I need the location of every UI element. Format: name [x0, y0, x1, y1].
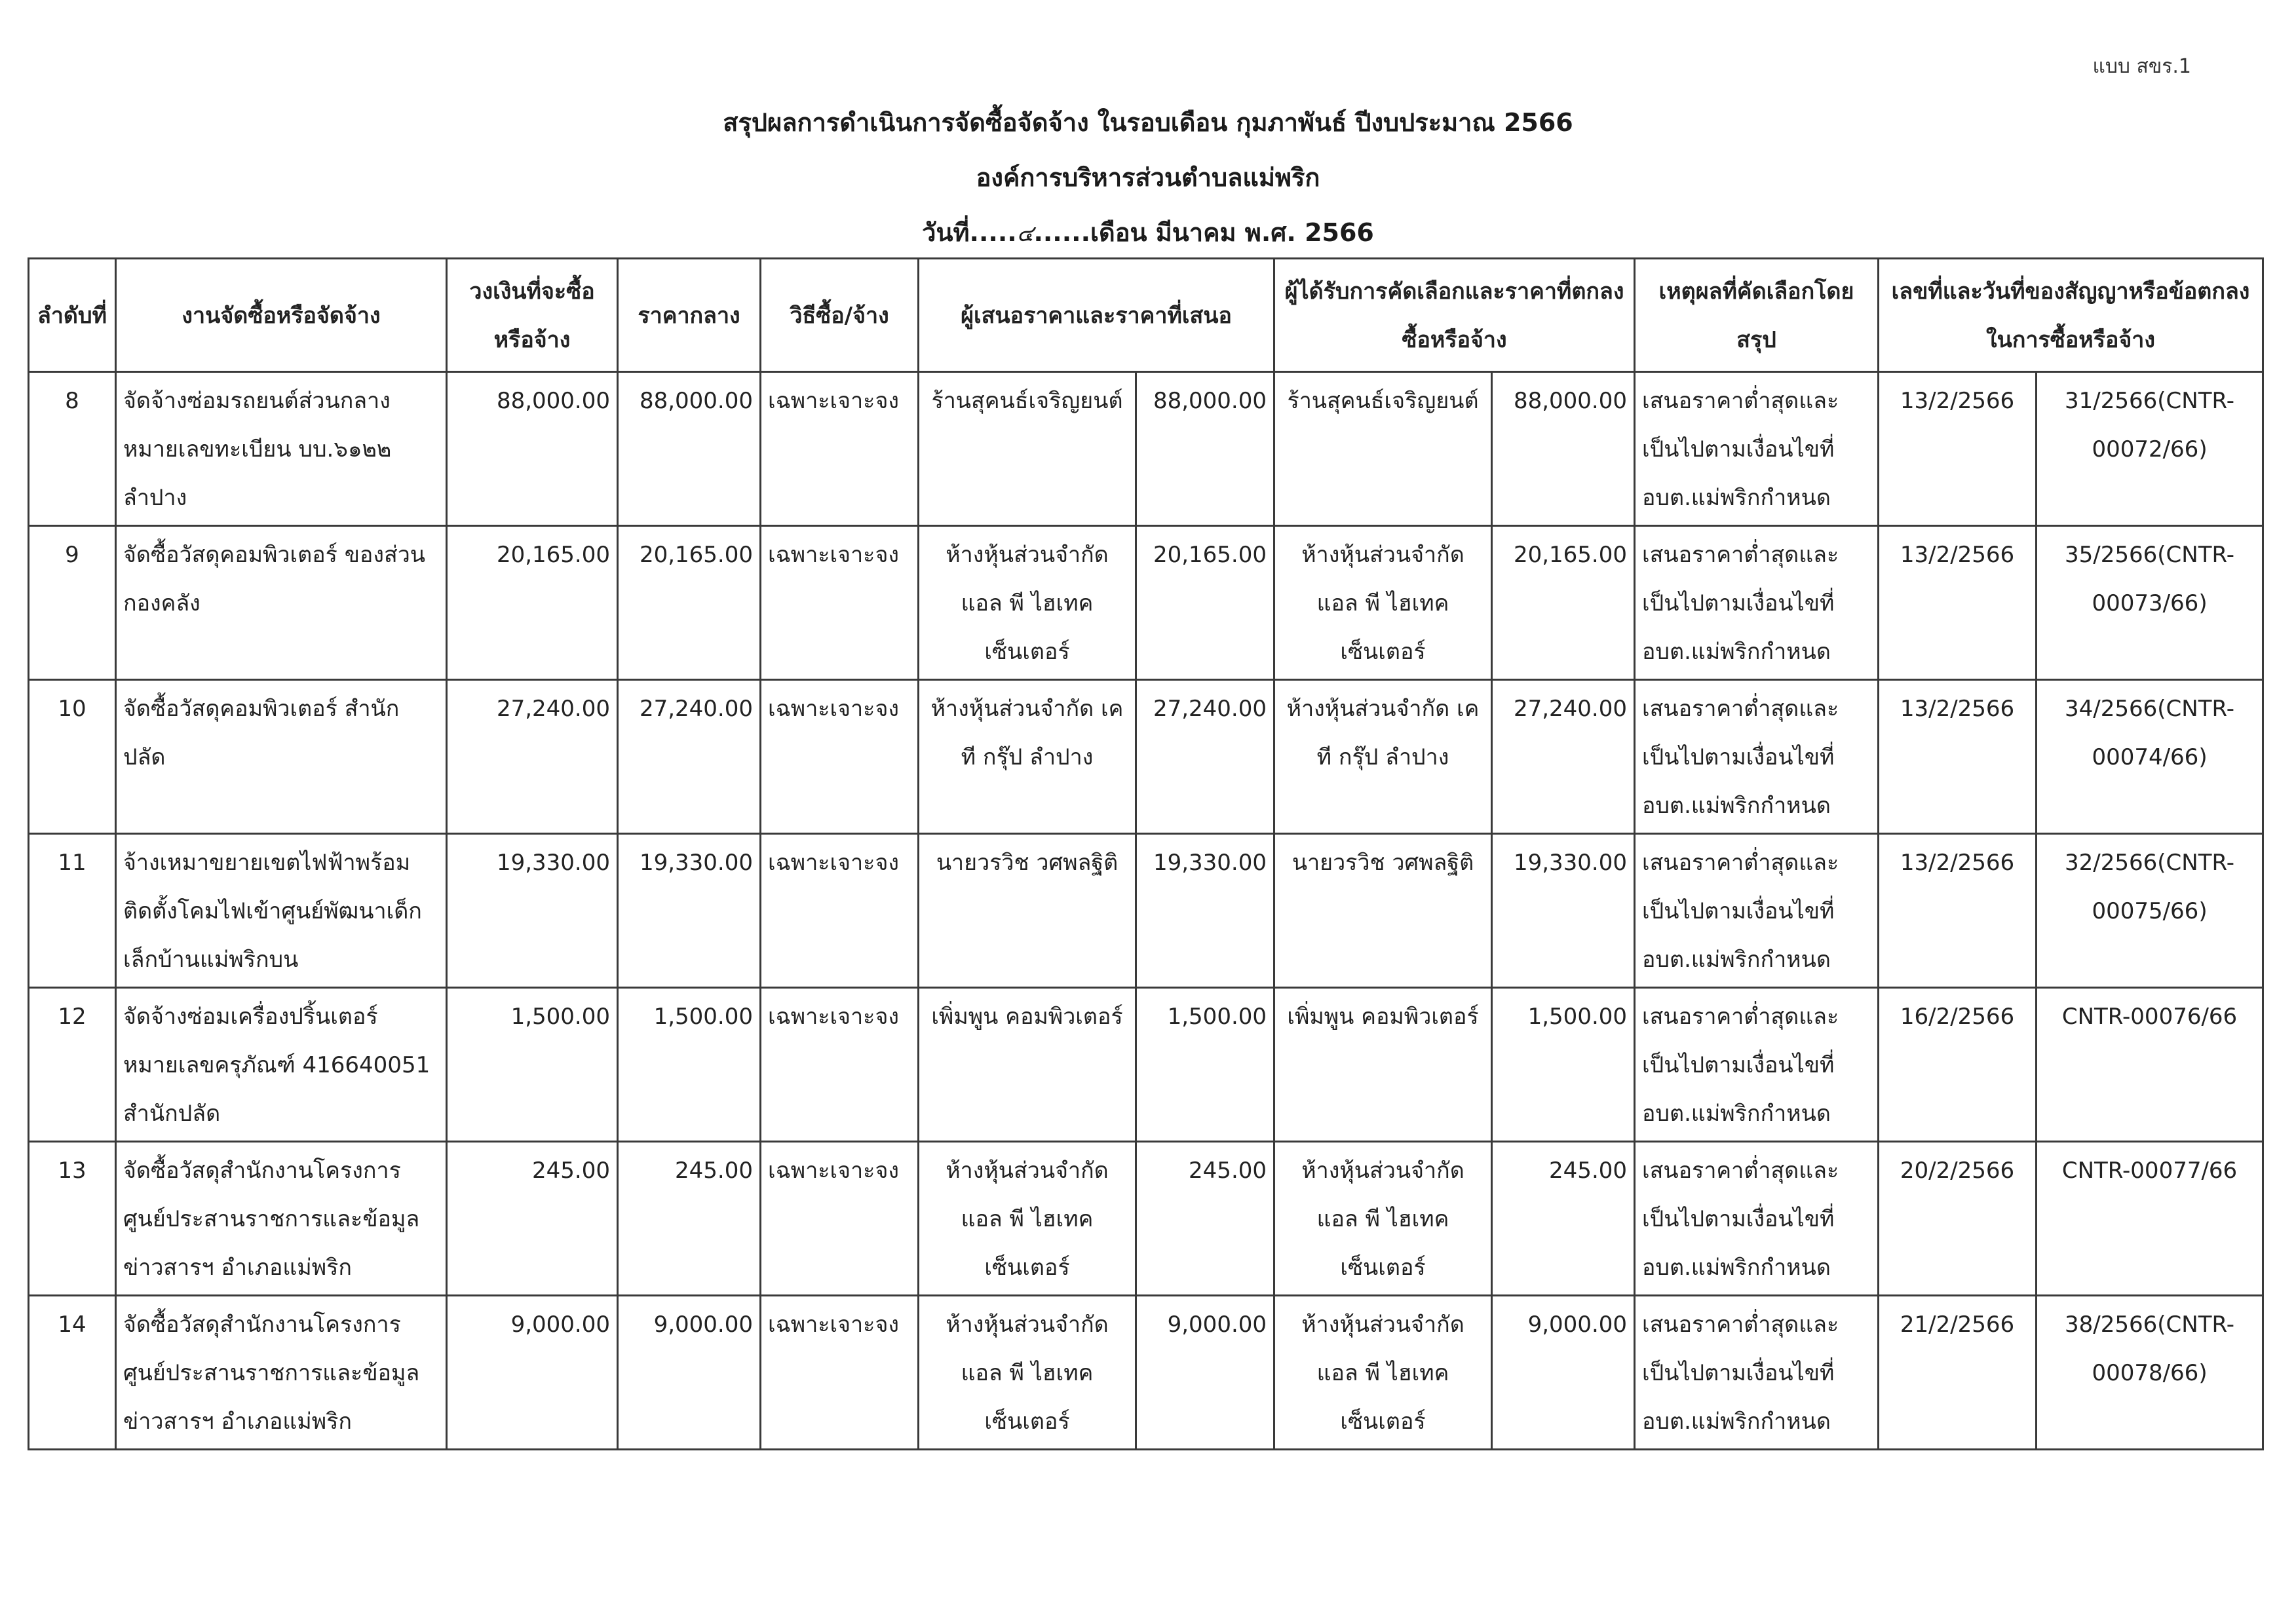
col-header-work: งานจัดซื้อหรือจัดจ้าง: [116, 259, 447, 372]
cell-reason: เสนอราคาต่ำสุดและเป็นไปตามเงื่อนไขที่ อบต.แม่พริกกำหนด: [1635, 834, 1879, 988]
cell-contract-no: 38/2566(CNTR-00078/66): [2037, 1296, 2263, 1450]
organization-name: องค์การบริหารส่วนตำบลแม่พริก: [976, 163, 1320, 192]
table-row: [29, 988, 2263, 1142]
cell-bidder: เพิ่มพูน คอมพิวเตอร์: [919, 988, 1136, 1142]
table-row: [29, 1142, 2263, 1296]
cell-reason: เสนอราคาต่ำสุดและเป็นไปตามเงื่อนไขที่ อบต.แม่พริกกำหนด: [1635, 1142, 1879, 1296]
table-row: [29, 526, 2263, 680]
cell-budget: 27,240.00: [447, 680, 618, 834]
cell-bidder: ห้างหุ้นส่วนจำกัด แอล พี ไฮเทค เซ็นเตอร์: [919, 1142, 1136, 1296]
cell-winner: นายวรวิช วศพลฐิติ: [1274, 834, 1492, 988]
cell-budget: 245.00: [447, 1142, 618, 1296]
cell-work: จัดจ้างซ่อมรถยนต์ส่วนกลาง หมายเลขทะเบียน บบ.๖๑๒๒ ลำปาง: [116, 372, 447, 526]
col-header-seq: ลำดับที่: [29, 259, 116, 372]
cell-bid-price: 88,000.00: [1136, 372, 1274, 526]
cell-bidder: ห้างหุ้นส่วนจำกัด เค ที กรุ๊ป ลำปาง: [919, 680, 1136, 834]
cell-method: เฉพาะเจาะจง: [761, 988, 919, 1142]
cell-win-price: 9,000.00: [1492, 1296, 1635, 1450]
cell-reason: เสนอราคาต่ำสุดและเป็นไปตามเงื่อนไขที่ อบต.แม่พริกกำหนด: [1635, 1296, 1879, 1450]
cell-contract-no: 35/2566(CNTR-00073/66): [2037, 526, 2263, 680]
cell-bidder: ห้างหุ้นส่วนจำกัด แอล พี ไฮเทค เซ็นเตอร์: [919, 526, 1136, 680]
table-header-row: [29, 259, 2263, 372]
cell-contract-no: CNTR-00077/66: [2037, 1142, 2263, 1296]
cell-contract-date: 20/2/2566: [1879, 1142, 2037, 1296]
cell-seq: 13: [29, 1142, 116, 1296]
cell-median-price: 245.00: [618, 1142, 761, 1296]
cell-bidder: นายวรวิช วศพลฐิติ: [919, 834, 1136, 988]
document-title: สรุปผลการดำเนินการจัดซื้อจัดจ้าง ในรอบเดือน กุมภาพันธ์ ปีงบประมาณ 2566: [723, 108, 1573, 137]
col-header-bidders: ผู้เสนอราคาและราคาที่เสนอ: [919, 259, 1274, 372]
cell-bid-price: 9,000.00: [1136, 1296, 1274, 1450]
cell-budget: 20,165.00: [447, 526, 618, 680]
date-day: ๔: [1016, 221, 1034, 247]
col-header-budget: วงเงินที่จะซื้อหรือจ้าง: [447, 259, 618, 372]
table-body: [29, 372, 2263, 1450]
cell-median-price: 88,000.00: [618, 372, 761, 526]
cell-contract-no: CNTR-00076/66: [2037, 988, 2263, 1142]
cell-work: จัดจ้างซ่อมเครื่องปริ้นเตอร์ หมายเลขครุภัณฑ์ 416640051 สำนักปลัด: [116, 988, 447, 1142]
col-header-contract: เลขที่และวันที่ของสัญญาหรือข้อตกลงในการซื้อหรือจ้าง: [1879, 259, 2263, 372]
cell-contract-date: 21/2/2566: [1879, 1296, 2037, 1450]
cell-contract-date: 16/2/2566: [1879, 988, 2037, 1142]
cell-seq: 11: [29, 834, 116, 988]
cell-work: จัดซื้อวัสดุสำนักงานโครงการศูนย์ประสานราชการและข้อมูลข่าวสารฯ อำเภอแม่พริก: [116, 1142, 447, 1296]
cell-winner: เพิ่มพูน คอมพิวเตอร์: [1274, 988, 1492, 1142]
cell-seq: 8: [29, 372, 116, 526]
cell-reason: เสนอราคาต่ำสุดและเป็นไปตามเงื่อนไขที่ อบต.แม่พริกกำหนด: [1635, 526, 1879, 680]
form-code: แบบ สขร.1: [2092, 55, 2191, 78]
cell-winner: ห้างหุ้นส่วนจำกัด แอล พี ไฮเทค เซ็นเตอร์: [1274, 1296, 1492, 1450]
cell-win-price: 1,500.00: [1492, 988, 1635, 1142]
cell-reason: เสนอราคาต่ำสุดและเป็นไปตามเงื่อนไขที่ อบต.แม่พริกกำหนด: [1635, 988, 1879, 1142]
cell-contract-date: 13/2/2566: [1879, 526, 2037, 680]
cell-method: เฉพาะเจาะจง: [761, 680, 919, 834]
cell-budget: 88,000.00: [447, 372, 618, 526]
date-suffix: ......เดือน มีนาคม พ.ศ. 2566: [1033, 218, 1374, 247]
cell-win-price: 20,165.00: [1492, 526, 1635, 680]
cell-method: เฉพาะเจาะจง: [761, 834, 919, 988]
cell-contract-no: 31/2566(CNTR-00072/66): [2037, 372, 2263, 526]
cell-work: จัดซื้อวัสดุคอมพิวเตอร์ ของส่วนกองคลัง: [116, 526, 447, 680]
document-header: [0, 95, 2296, 261]
cell-winner: ห้างหุ้นส่วนจำกัด แอล พี ไฮเทค เซ็นเตอร์: [1274, 526, 1492, 680]
cell-win-price: 19,330.00: [1492, 834, 1635, 988]
cell-median-price: 19,330.00: [618, 834, 761, 988]
table-row: [29, 1296, 2263, 1450]
cell-bidder: ห้างหุ้นส่วนจำกัด แอล พี ไฮเทค เซ็นเตอร์: [919, 1296, 1136, 1450]
cell-seq: 14: [29, 1296, 116, 1450]
cell-method: เฉพาะเจาะจง: [761, 526, 919, 680]
document-date: [0, 205, 2296, 261]
cell-median-price: 27,240.00: [618, 680, 761, 834]
col-header-winner: ผู้ได้รับการคัดเลือกและราคาที่ตกลงซื้อหรือจ้าง: [1274, 259, 1635, 372]
cell-seq: 9: [29, 526, 116, 680]
cell-median-price: 9,000.00: [618, 1296, 761, 1450]
col-header-reason: เหตุผลที่คัดเลือกโดยสรุป: [1635, 259, 1879, 372]
table-row: [29, 680, 2263, 834]
cell-reason: เสนอราคาต่ำสุดและเป็นไปตามเงื่อนไขที่ อบต.แม่พริกกำหนด: [1635, 680, 1879, 834]
cell-median-price: 1,500.00: [618, 988, 761, 1142]
cell-bid-price: 20,165.00: [1136, 526, 1274, 680]
cell-work: จัดซื้อวัสดุคอมพิวเตอร์ สำนักปลัด: [116, 680, 447, 834]
procurement-table: [28, 257, 2264, 1450]
cell-method: เฉพาะเจาะจง: [761, 1142, 919, 1296]
date-prefix: วันที่.....: [922, 218, 1017, 247]
cell-bid-price: 19,330.00: [1136, 834, 1274, 988]
cell-contract-date: 13/2/2566: [1879, 680, 2037, 834]
cell-win-price: 88,000.00: [1492, 372, 1635, 526]
cell-bid-price: 1,500.00: [1136, 988, 1274, 1142]
cell-budget: 1,500.00: [447, 988, 618, 1142]
cell-reason: เสนอราคาต่ำสุดและเป็นไปตามเงื่อนไขที่ อบต.แม่พริกกำหนด: [1635, 372, 1879, 526]
cell-work: จ้างเหมาขยายเขตไฟฟ้าพร้อมติดตั้งโคมไฟเข้าศูนย์พัฒนาเด็กเล็กบ้านแม่พริกบน: [116, 834, 447, 988]
cell-median-price: 20,165.00: [618, 526, 761, 680]
cell-method: เฉพาะเจาะจง: [761, 372, 919, 526]
cell-seq: 12: [29, 988, 116, 1142]
cell-contract-no: 32/2566(CNTR-00075/66): [2037, 834, 2263, 988]
table-row: [29, 834, 2263, 988]
cell-win-price: 27,240.00: [1492, 680, 1635, 834]
cell-budget: 9,000.00: [447, 1296, 618, 1450]
cell-contract-date: 13/2/2566: [1879, 372, 2037, 526]
cell-bid-price: 27,240.00: [1136, 680, 1274, 834]
cell-work: จัดซื้อวัสดุสำนักงานโครงการศูนย์ประสานราชการและข้อมูลข่าวสารฯ อำเภอแม่พริก: [116, 1296, 447, 1450]
cell-win-price: 245.00: [1492, 1142, 1635, 1296]
cell-bidder: ร้านสุคนธ์เจริญยนต์: [919, 372, 1136, 526]
cell-winner: ร้านสุคนธ์เจริญยนต์: [1274, 372, 1492, 526]
cell-winner: ห้างหุ้นส่วนจำกัด เค ที กรุ๊ป ลำปาง: [1274, 680, 1492, 834]
cell-winner: ห้างหุ้นส่วนจำกัด แอล พี ไฮเทค เซ็นเตอร์: [1274, 1142, 1492, 1296]
col-header-method: วิธีซื้อ/จ้าง: [761, 259, 919, 372]
col-header-median-price: ราคากลาง: [618, 259, 761, 372]
table-row: [29, 372, 2263, 526]
cell-method: เฉพาะเจาะจง: [761, 1296, 919, 1450]
cell-seq: 10: [29, 680, 116, 834]
cell-contract-date: 13/2/2566: [1879, 834, 2037, 988]
cell-budget: 19,330.00: [447, 834, 618, 988]
cell-contract-no: 34/2566(CNTR-00074/66): [2037, 680, 2263, 834]
cell-bid-price: 245.00: [1136, 1142, 1274, 1296]
